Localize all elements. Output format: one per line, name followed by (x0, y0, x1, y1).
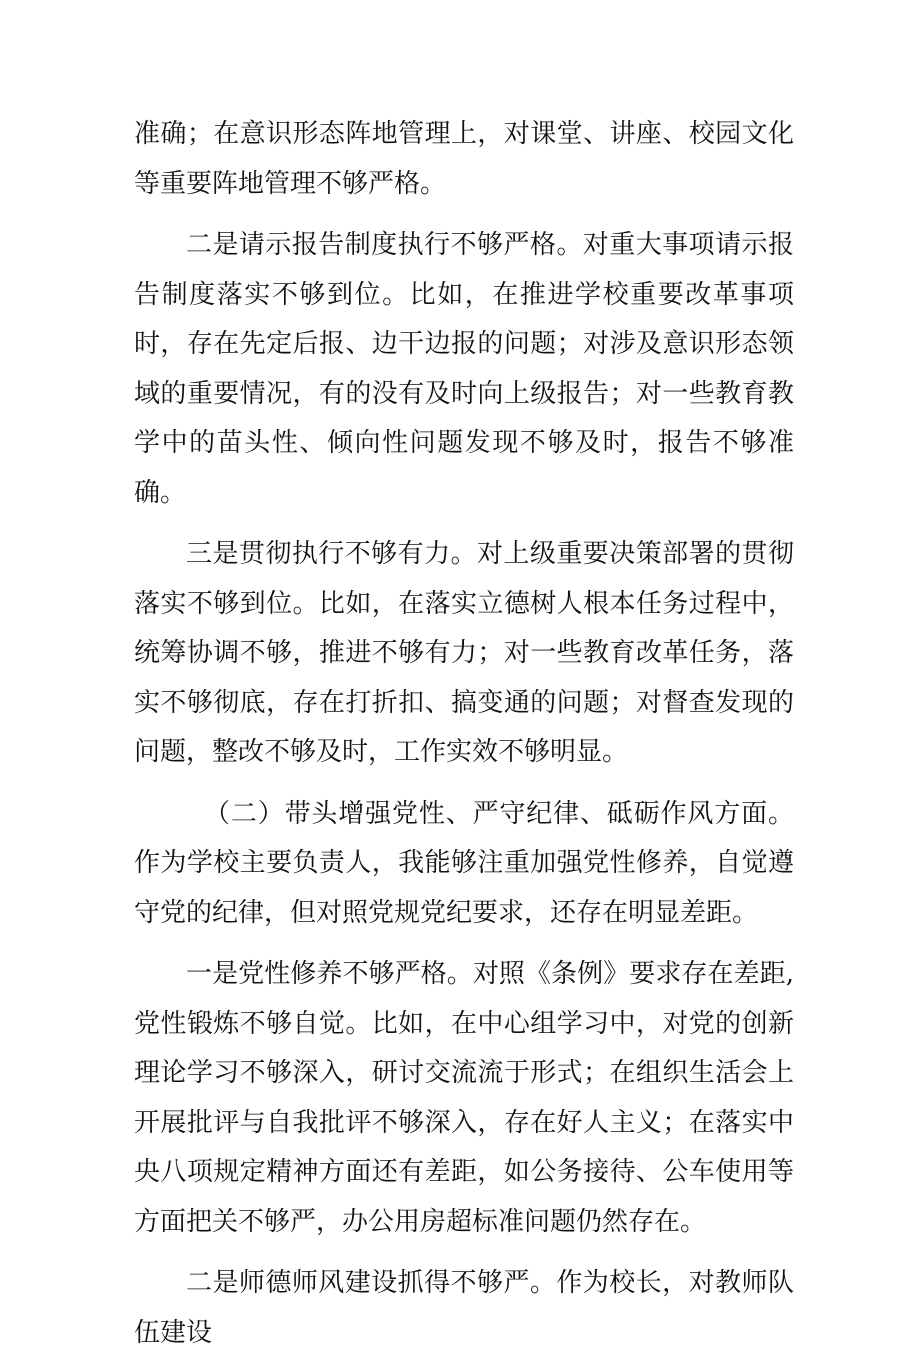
section-heading-party-spirit: （二）带头增强党性、严守纪律、砥砺作风方面。作为学校主要负责人，我能够注重加强党性修养，自觉遵守党的纪律，但对照党规党纪要求，还存在明显差距。 (134, 798, 794, 928)
paragraph-continuation: 准确；在意识形态阵地管理上，对课堂、讲座、校园文化等重要阵地管理不够严格。 (134, 119, 794, 199)
paragraph-implementation: 三是贯彻执行不够有力。对上级重要决策部署的贯彻落实不够到位。比如，在落实立德树人根本任务过程中，统筹协调不够，推进不够有力；对一些教育改革任务，落实不够彻底，存在打折扣、搞变通的问题；对督查发现的问题，整改不够及时，工作实效不够明显。 (134, 539, 794, 767)
document-body (134, 110, 794, 1370)
paragraph-teacher-ethics: 二是师德师风建设抓得不够严。作为校长，对教师队伍建设 (134, 1268, 794, 1348)
paragraph-party-cultivation: 一是党性修养不够严格。对照《条例》要求存在差距,党性锻炼不够自觉。比如，在中心组学习中，对党的创新理论学习不够深入，研讨交流流于形式；在组织生活会上开展批评与自我批评不够深入，存在好人主义；在落实中央八项规定精神方面还有差距，如公务接待、公车使用等方面把关不够严，办公用房超标准问题仍然存在。 (134, 959, 794, 1237)
paragraph-report-system: 二是请示报告制度执行不够严格。对重大事项请示报告制度落实不够到位。比如，在推进学校重要改革事项时，存在先定后报、边干边报的问题；对涉及意识形态领域的重要情况，有的没有及时向上级报告；对一些教育教学中的苗头性、倾向性问题发现不够及时，报告不够准确。 (134, 230, 794, 508)
